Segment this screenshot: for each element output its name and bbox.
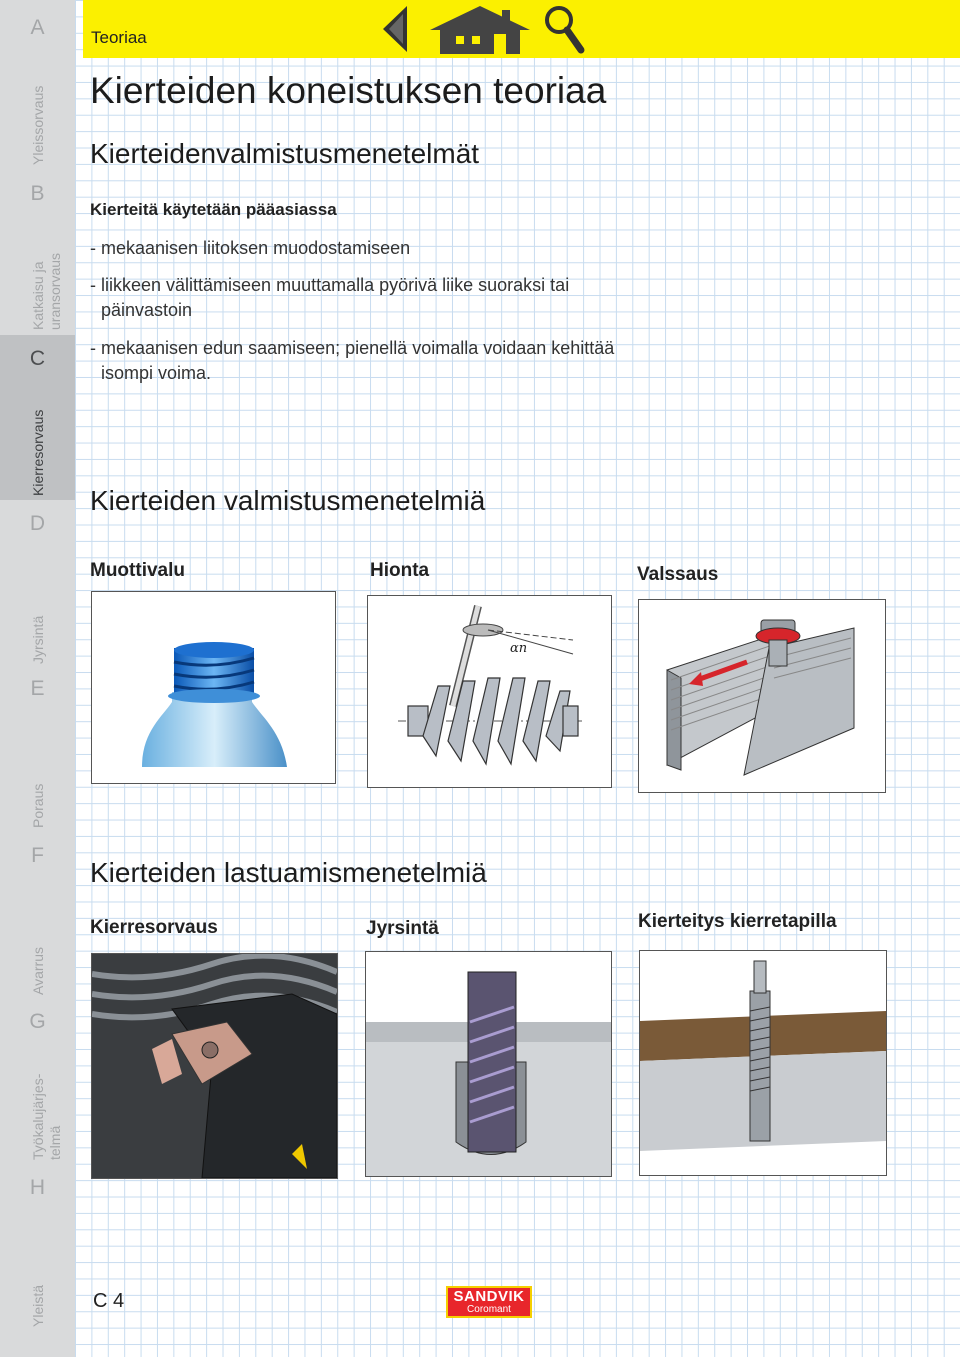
tab-letter: E (30, 677, 45, 700)
tab-label-yleista: Yleistä (30, 1284, 46, 1327)
caption-kierresorvaus: Kierresorvaus (90, 917, 218, 938)
logo-main-text: SANDVIK (453, 1288, 525, 1305)
figure-tapping (639, 950, 887, 1176)
tab-label-jyrsinta: Jyrsintä (30, 615, 46, 664)
section-heading-methods: Kierteidenvalmistusmenetelmät (90, 138, 480, 169)
caption-muottivalu: Muottivalu (90, 560, 185, 581)
tab-label-poraus: Poraus (30, 783, 46, 828)
search-icon[interactable] (543, 4, 587, 61)
figure-grinding (367, 595, 612, 788)
figure-milling (365, 951, 612, 1177)
caption-hionta: Hionta (370, 560, 430, 581)
page-code: C 4 (93, 1290, 125, 1312)
back-arrow-icon[interactable] (381, 4, 411, 59)
header-bar (83, 0, 960, 58)
tab-letter: H (29, 1176, 46, 1199)
tab-label-tyokalujarjestelma: Työkalujärjes- telmä (30, 1073, 63, 1160)
intro-text: Kierteitä käytetään pääasiassa (90, 200, 337, 219)
tab-label-avarrus: Avarrus (30, 947, 46, 995)
caption-jyrsinta: Jyrsintä (366, 918, 439, 939)
figure-thread-turning (91, 953, 338, 1179)
tab-letter: B (30, 182, 45, 205)
tab-label-kierresorvaus: Kierresorvaus (30, 409, 46, 496)
bullet-item: - mekaanisen edun saamiseen; pienellä voimalla voidaan kehittää isompi voima. (90, 338, 615, 383)
home-icon[interactable] (428, 4, 532, 61)
tab-letter: F (31, 844, 44, 867)
tab-letter: A (30, 16, 45, 39)
sidebar-tabs (0, 0, 75, 1357)
caption-kierteitys: Kierteitys kierretapilla (638, 911, 837, 932)
tab-letter: D (29, 512, 46, 535)
tab-label-yleissorvaus: Yleissorvaus (30, 85, 46, 165)
section-heading-cutting: Kierteiden lastuamismenetelmiä (90, 857, 487, 888)
caption-valssaus: Valssaus (637, 564, 719, 585)
tab-label-katkaisu: Katkaisu ja uransorvaus (30, 252, 63, 330)
figure-bottle (91, 591, 336, 784)
tab-letter: C (29, 347, 46, 370)
section-heading-manufacturing: Kierteiden valmistusmenetelmiä (90, 485, 486, 516)
alpha-label: αn (510, 641, 528, 656)
bullet-item: - liikkeen välittämiseen muuttamalla pyörivä liike suoraksi tai päinvastoin (90, 275, 570, 320)
figure-rolling (638, 599, 886, 793)
bullet-item: - mekaanisen liitoksen muodostamiseen (90, 238, 411, 258)
page-title: Kierteiden koneistuksen teoriaa (90, 70, 607, 111)
tab-letter: G (29, 1010, 46, 1033)
tab-h[interactable] (0, 1164, 75, 1357)
sandvik-logo (446, 1286, 532, 1318)
section-label: Teoriaa (91, 28, 147, 47)
logo-sub-text: Coromant (467, 1304, 511, 1315)
